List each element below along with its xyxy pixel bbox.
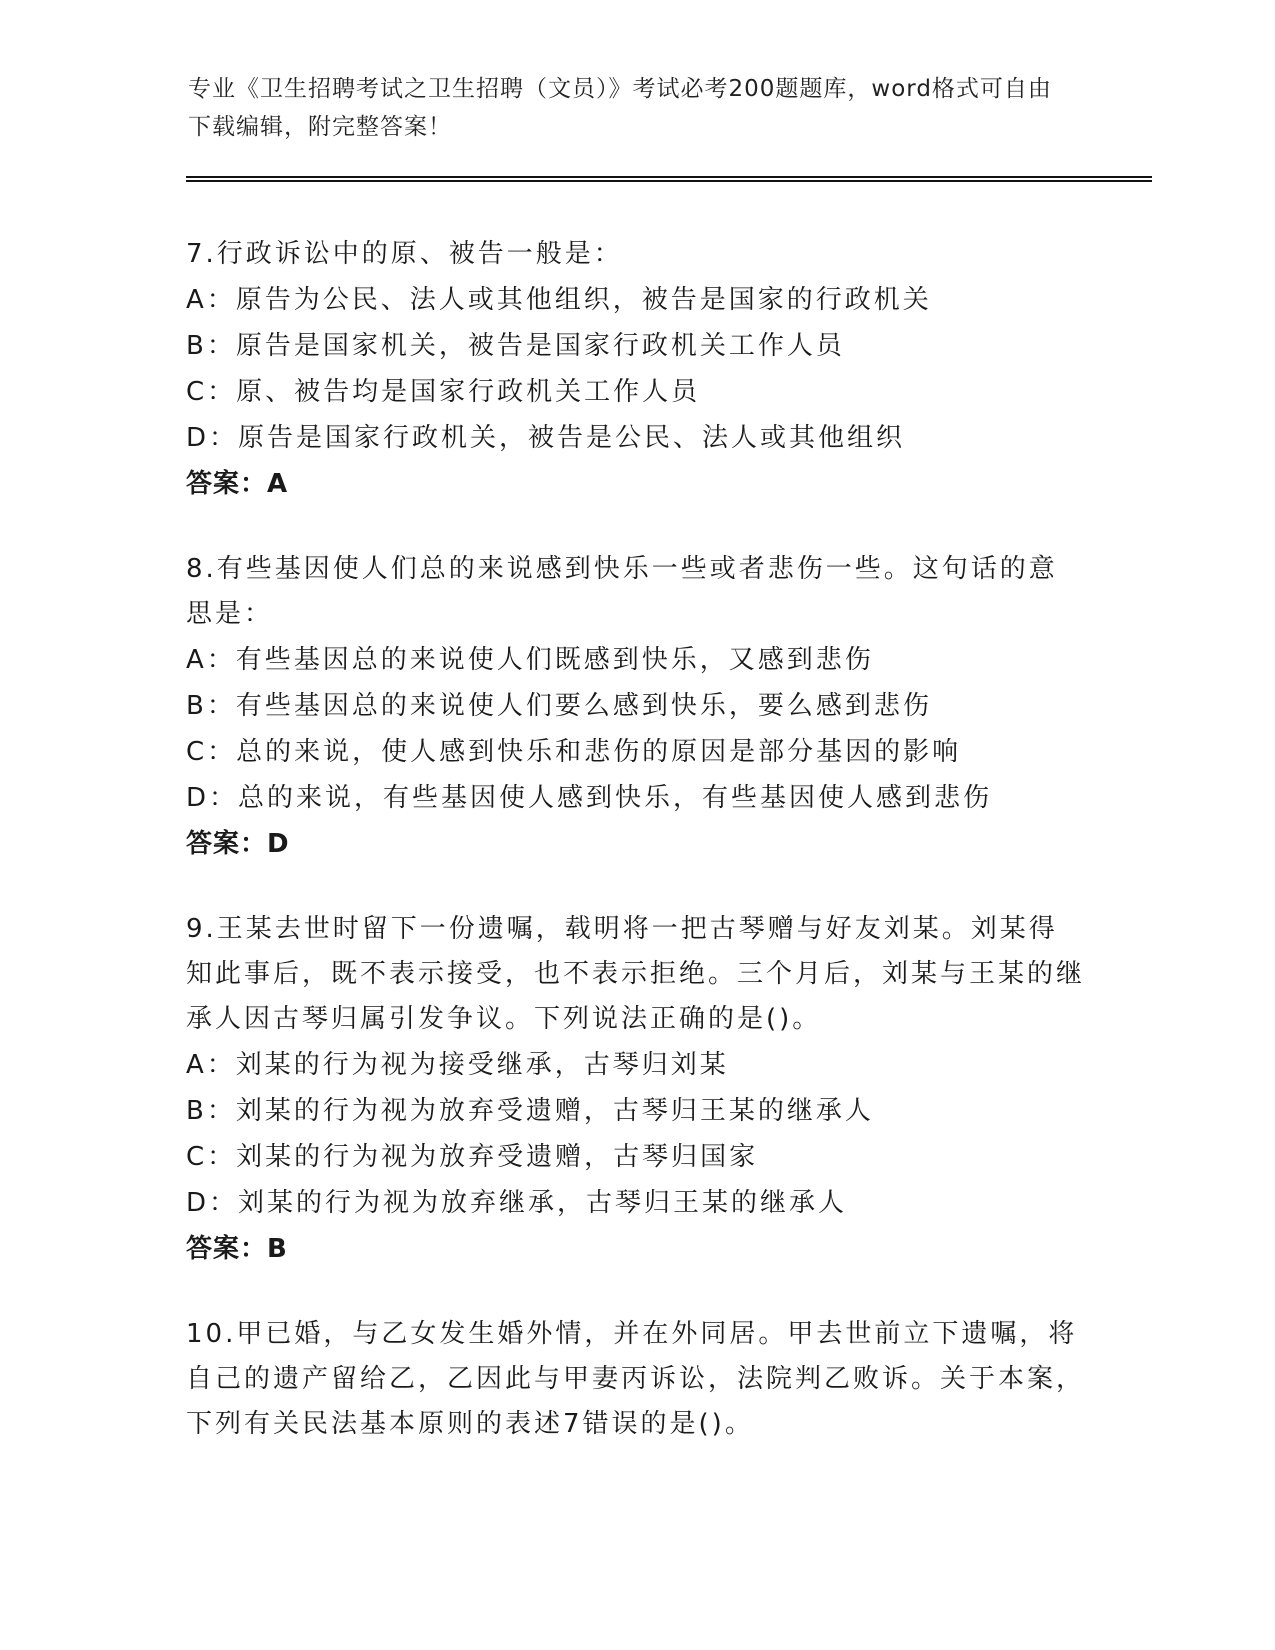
question-10 (186, 1312, 1086, 1447)
question-stem: 7.行政诉讼中的原、被告一般是： (186, 239, 623, 269)
question-stem: 9.王某去世时留下一份遗嘱，载明将一把古琴赠与好友刘某。刘某得知此事后，既不表示接受，也不表示拒绝。三个月后，刘某与王某的继承人因古琴归属引发争议。下列说法正确的是()。 (186, 914, 1086, 1034)
answer: 答案：D (186, 829, 290, 859)
option-c: C：原、被告均是国家行政机关工作人员 (186, 377, 701, 407)
answer: 答案：B (186, 1234, 288, 1264)
document-header: 专业《卫生招聘考试之卫生招聘（文员）》考试必考200题题库，word格式可自由下载编辑，附完整答案！ (188, 76, 1052, 140)
answer: 答案：A (186, 469, 289, 499)
question-8 (186, 547, 1086, 867)
option-b: B：原告是国家机关，被告是国家行政机关工作人员 (186, 331, 845, 361)
header-divider-top (186, 176, 1152, 178)
option-c: C：刘某的行为视为放弃受遗赠，古琴归国家 (186, 1142, 759, 1172)
option-a: A：有些基因总的来说使人们既感到快乐，又感到悲伤 (186, 645, 874, 675)
option-list (186, 277, 1086, 461)
option-c: C：总的来说，使人感到快乐和悲伤的原因是部分基因的影响 (186, 737, 962, 767)
question-list (186, 232, 1086, 1487)
option-d: D：总的来说，有些基因使人感到快乐，有些基因使人感到悲伤 (186, 783, 993, 813)
option-b: B：刘某的行为视为放弃受遗赠，古琴归王某的继承人 (186, 1096, 874, 1126)
option-list (186, 1042, 1086, 1226)
option-a: A：原告为公民、法人或其他组织，被告是国家的行政机关 (186, 285, 932, 315)
header-divider-bottom (186, 180, 1152, 182)
option-d: D：原告是国家行政机关，被告是公民、法人或其他组织 (186, 423, 906, 453)
question-7 (186, 232, 1086, 507)
question-9 (186, 907, 1086, 1272)
question-stem: 8.有些基因使人们总的来说感到快乐一些或者悲伤一些。这句话的意思是： (186, 554, 1058, 629)
option-b: B：有些基因总的来说使人们要么感到快乐，要么感到悲伤 (186, 691, 932, 721)
option-d: D：刘某的行为视为放弃继承，古琴归王某的继承人 (186, 1188, 848, 1218)
option-list (186, 637, 1086, 821)
option-a: A：刘某的行为视为接受继承，古琴归刘某 (186, 1050, 729, 1080)
question-stem: 10.甲已婚，与乙女发生婚外情，并在外同居。甲去世前立下遗嘱，将自己的遗产留给乙，乙因此与甲妻丙诉讼，法院判乙败诉。关于本案，下列有关民法基本原则的表述7错误的是()。 (186, 1319, 1086, 1439)
